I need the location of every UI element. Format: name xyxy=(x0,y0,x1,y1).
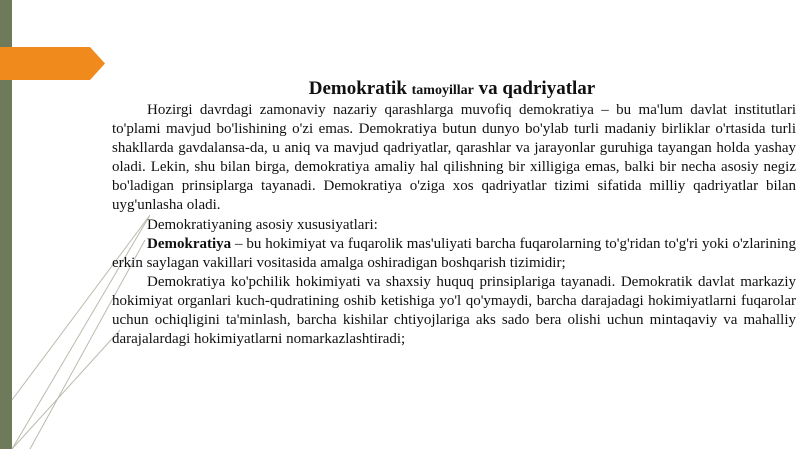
paragraph-features-heading: Demokratiyaning asosiy xususiyatlari: xyxy=(147,216,378,233)
title-word-3: va qadriyatlar xyxy=(478,78,596,99)
definition-text: – bu hokimiyat va fuqarolik mas'uliyati barcha fuqarolarning to'g'ridan to'g'ri yoki o'zlarining erkin saylagan vakillari vositasida amalga oshiradigan boshqarish tizimidir; xyxy=(112,235,796,271)
paragraph-definition xyxy=(112,235,796,273)
paragraph-principles: Demokratiya ko'pchilik hokimiyati va shaxsiy huquq prinsiplariga tayanadi. Demokratik davlat markaziy hokimiyat organlari kuch-qudratining oshib ketishiga yo'l qo'ymaydi, barcha darajadagi hokimiyatlarni fuqarolar uchun ochiqligini ta'minlash, barcha kishilar chtiyojlariga aks sado bera olishi uchun mintaqaviy va mahalliy darajalardagi hokimiyatlarni nomarkazlashtiradi; xyxy=(112,273,796,348)
paragraph-intro: Hozirgi davrdagi zamonaviy nazariy qarashlarga muvofiq demokratiya – bu ma'lum davlat institutlari to'plami mavjud bo'lishining o'zi emas. Demokratiya butun dunyo bo'ylab turli madaniy birliklar o'rtasida turli shakllarda gavdalansa-da, u aniq va mavjud qadriyatlar, qarashlar va jarayonlar guruhiga tayangan holda yashay oladi. Lekin, shu bilan birga, demokratiya amaliy hal qilishning bir xilligiga emas, balki bir necha asosiy negiz bo'ladigan prinsiplarga tayanadi. Demokratiya o'ziga xos qadriyatlar tizimi sifatida milliy qadriyatlar bilan uyg'unlasha oladi. xyxy=(112,102,796,214)
definition-term: Demokratiya xyxy=(147,235,232,252)
orange-arrow-tab xyxy=(0,47,105,80)
title-word-2: tamoyillar xyxy=(411,83,474,98)
body-text xyxy=(112,101,796,349)
page-title xyxy=(0,78,800,100)
title-word-1: Demokratik xyxy=(308,78,407,99)
